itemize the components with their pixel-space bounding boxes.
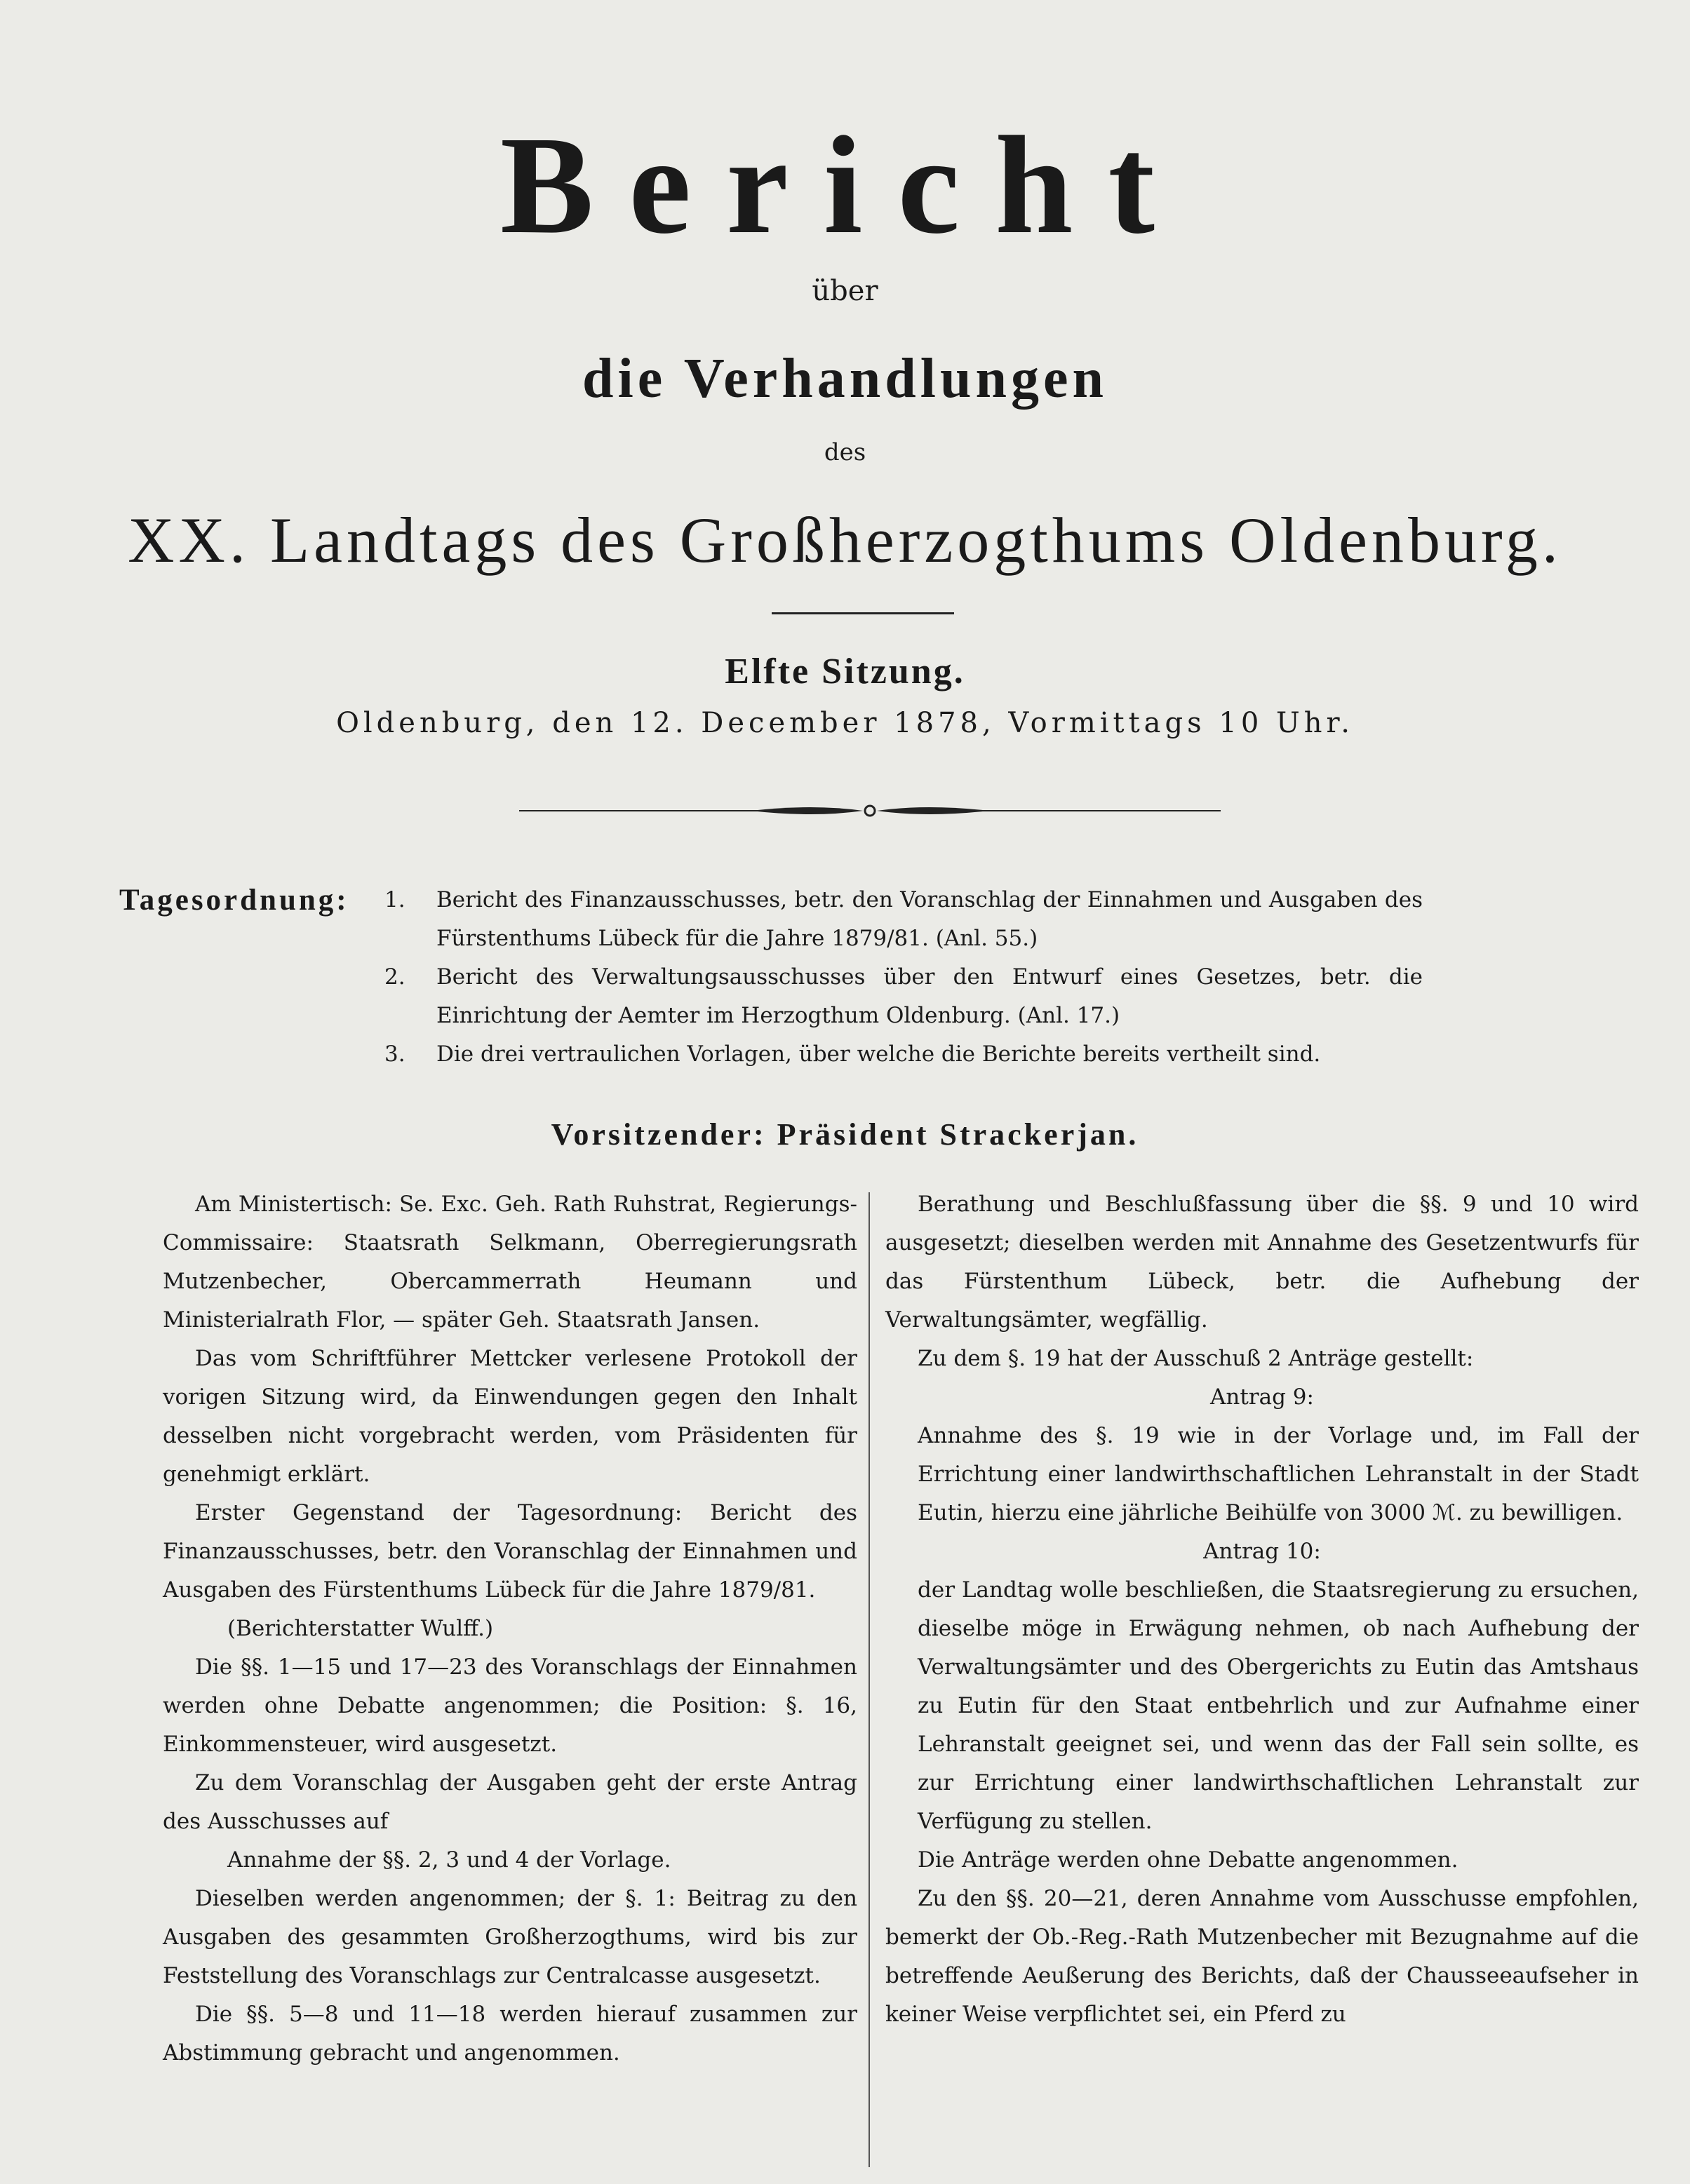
agenda-item-number: 2.: [384, 964, 405, 990]
left-column: [163, 1185, 857, 2072]
paragraph: Die §§. 1—15 und 17—23 des Voranschlags der Einnahmen werden ohne Debatte angenommen; die Position: §. 16, Einkommensteuer, wird ausgesetzt.: [163, 1654, 857, 1757]
paragraph: Am Ministertisch: Se. Exc. Geh. Rath Ruhstrat, Regierungs-Commissaire: Staatsrath Selkmann, Oberregierungsrath Mutzenbecher, Obercammerrath Heumann und Ministerialrath Flor, — später Geh. Staatsrath Jansen.: [163, 1192, 857, 1333]
chair-heading: Vorsitzender: Präsident Strackerjan.: [551, 1117, 1139, 1152]
subtitle-des: des: [824, 438, 866, 466]
agenda-item: [384, 881, 1423, 958]
paragraph: Dieselben werden angenommen; der §. 1: Beitrag zu den Ausgaben des gesammten Großherzogthums, wird bis zur Feststellung des Voranschlags zur Centralcasse ausgesetzt.: [163, 1886, 857, 1988]
paragraph: Annahme der §§. 2, 3 und 4 der Vorlage.: [227, 1847, 671, 1873]
paragraph: Zu dem §. 19 hat der Ausschuß 2 Anträge gestellt:: [918, 1346, 1474, 1371]
document-title: Bericht: [499, 108, 1191, 263]
motion-label: Antrag 10:: [1203, 1539, 1321, 1564]
agenda-item-text: Die drei vertraulichen Vorlagen, über welche die Berichte bereits vertheilt sind.: [436, 1042, 1321, 1067]
paragraph: Das vom Schriftführer Mettcker verlesene Protokoll der vorigen Sitzung wird, da Einwendungen gegen den Inhalt desselben nicht vorgebracht werden, vom Präsidenten für genehmigt erklärt.: [163, 1346, 857, 1487]
agenda-item: [384, 1035, 1423, 1074]
paragraph: Erster Gegenstand der Tagesordnung: Bericht des Finanzausschusses, betr. den Voranschlag der Einnahmen und Ausgaben des Fürstenthums Lübeck für die Jahre 1879/81.: [163, 1500, 857, 1603]
paragraph: Zu dem Voranschlag der Ausgaben geht der erste Antrag des Ausschusses auf: [163, 1770, 857, 1834]
paragraph: Die §§. 5—8 und 11—18 werden hierauf zusammen zur Abstimmung gebracht und angenommen.: [163, 2002, 857, 2065]
landtag-heading: XX. Landtags des Großherzogthums Oldenburg.: [128, 504, 1562, 576]
motion-label: Antrag 9:: [1210, 1384, 1314, 1410]
motion-text: Annahme des §. 19 wie in der Vorlage und, im Fall der Errichtung einer landwirthschaftlichen Lehranstalt in der Stadt Eutin, hierzu eine jährliche Beihülfe von 3000 ℳ. zu bewilligen.: [918, 1423, 1639, 1525]
motion-text: der Landtag wolle beschließen, die Staatsregierung zu ersuchen, dieselbe möge in Erwägung nehmen, ob nach Aufhebung der Verwaltungsämter und des Obergerichts zu Eutin das Amtshaus zu Eutin für den Staat entbehrlich und zur Aufnahme einer Lehranstalt geeignet sei, und wenn das der Fall sein sollte, es zur Errichtung einer landwirthschaftlichen Lehranstalt zur Verfügung zu stellen.: [918, 1577, 1639, 1834]
paragraph: (Berichterstatter Wulff.): [227, 1616, 494, 1641]
divider-rule: [772, 612, 954, 614]
subtitle-ueber: über: [812, 275, 878, 307]
agenda-item: [384, 958, 1423, 1035]
session-date: Oldenburg, den 12. December 1878, Vormittags 10 Uhr.: [336, 707, 1354, 739]
agenda-item-number: 1.: [384, 887, 405, 912]
agenda-item-number: 3.: [384, 1042, 405, 1067]
paragraph: Berathung und Beschlußfassung über die §§. 9 und 10 wird ausgesetzt; dieselben werden mit Annahme des Gesetzentwurfs für das Fürstenthum Lübeck, betr. die Aufhebung der Verwaltungsämter, wegfällig.: [885, 1192, 1639, 1333]
ornament-rule: [519, 801, 1221, 821]
subtitle-verhandlungen: die Verhandlungen: [582, 348, 1108, 410]
agenda-item-text: Bericht des Finanzausschusses, betr. den Voranschlag der Einnahmen und Ausgaben des Fürstenthums Lübeck für die Jahre 1879/81. (Anl. 55.): [436, 887, 1423, 951]
agenda-item-text: Bericht des Verwaltungsausschusses über den Entwurf eines Gesetzes, betr. die Einrichtung der Aemter im Herzogthum Oldenburg. (Anl. 17.): [436, 964, 1423, 1028]
right-column: [885, 1185, 1639, 2034]
agenda-label: Tagesordnung:: [119, 884, 349, 917]
session-title: Elfte Sitzung.: [725, 652, 965, 692]
column-divider: [869, 1192, 870, 2167]
paragraph: Die Anträge werden ohne Debatte angenommen.: [918, 1847, 1458, 1873]
paragraph: Zu den §§. 20—21, deren Annahme vom Ausschusse empfohlen, bemerkt der Ob.-Reg.-Rath Mutzenbecher mit Bezugnahme auf die betreffende Aeußerung des Berichts, daß der Chausseeaufseher in keiner Weise verpflichtet sei, ein Pferd zu: [885, 1886, 1639, 2027]
agenda-list: [384, 881, 1423, 1074]
